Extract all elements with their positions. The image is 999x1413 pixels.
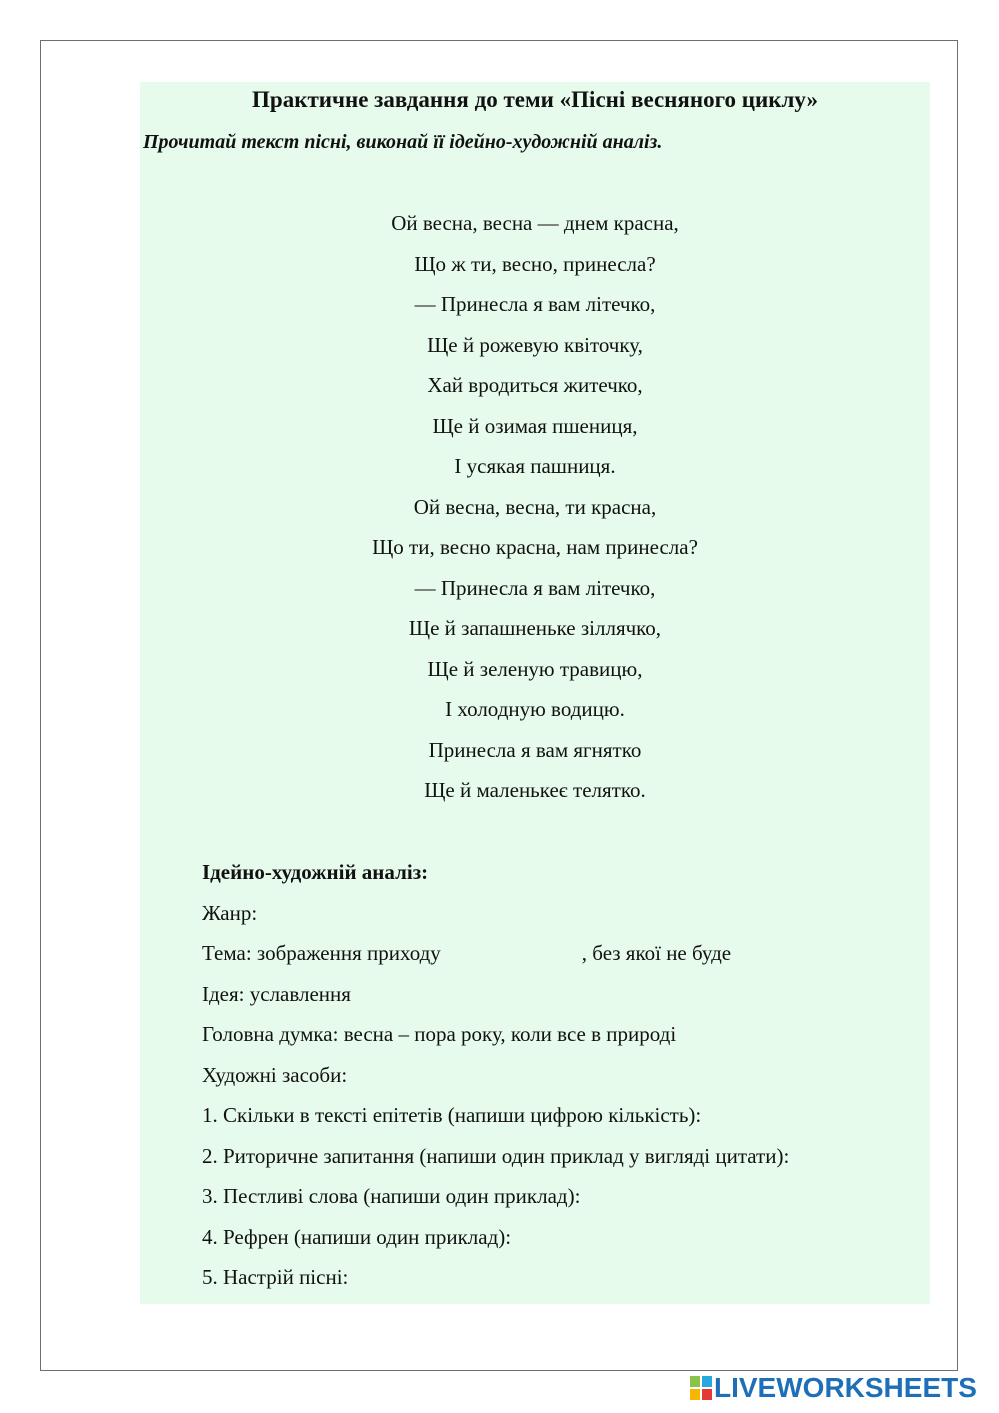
poem-line: Ще й рожевую квіточку, <box>427 333 643 357</box>
question-5: 5. Настрій пісні: <box>202 1265 349 1289</box>
question-2: 2. Риторичне запитання (напиши один приклад у вигляді цитати): <box>202 1144 790 1168</box>
genre-label: Жанр: <box>202 901 258 925</box>
theme-end: , без якої не буде <box>581 941 732 965</box>
poem-line: Ще й озимая пшениця, <box>432 414 638 438</box>
poem-line: Ще й запашненьке зіллячко, <box>408 616 662 640</box>
instruction-text: Прочитай текст пісні, виконай її ідейно-художній аналіз. <box>143 131 663 153</box>
poem-line: Що ти, весно красна, нам принесла? <box>372 535 698 559</box>
devices-label: Художні засоби: <box>202 1063 348 1087</box>
poem-line: Ой весна, весна — днем красна, <box>391 211 679 235</box>
liveworksheets-logo <box>690 1374 977 1402</box>
poem-line: Хай вродиться житечко, <box>427 373 643 397</box>
idea-line: Ідея: уславлення <box>202 982 351 1006</box>
liveworksheets-logo-text: LIVEWORKSHEETS <box>714 1372 977 1403</box>
liveworksheets-logo-icon <box>690 1376 712 1400</box>
poem-line: Ой весна, весна, ти красна, <box>413 495 657 519</box>
poem-line: І усякая пашниця. <box>454 454 616 478</box>
worksheet-title: Практичне завдання до теми «Пісні весняного циклу» <box>252 87 818 112</box>
theme-line <box>202 939 922 967</box>
theme-start: Тема: зображення приходу <box>202 941 441 965</box>
main-thought-line: Головна думка: весна – пора року, коли все в природі <box>202 1022 677 1046</box>
question-4: 4. Рефрен (напиши один приклад): <box>202 1225 512 1249</box>
question-3: 3. Пестливі слова (напиши один приклад): <box>202 1184 581 1208</box>
poem-line: — Принесла я вам літечко, <box>414 292 656 316</box>
analysis-heading: Ідейно-художній аналіз: <box>202 860 429 884</box>
poem-line: Принесла я вам ягнятко <box>428 738 642 762</box>
poem-line: Що ж ти, весно, принесла? <box>414 252 656 276</box>
poem-line: — Принесла я вам літечко, <box>414 576 656 600</box>
poem-line: Ще й маленькеє телятко. <box>424 778 646 802</box>
poem-line: Ще й зеленую травицю, <box>427 657 643 681</box>
poem-line: І холодную водицю. <box>445 697 625 721</box>
question-1: 1. Скільки в тексті епітетів (напиши цифрою кількість): <box>202 1103 702 1127</box>
